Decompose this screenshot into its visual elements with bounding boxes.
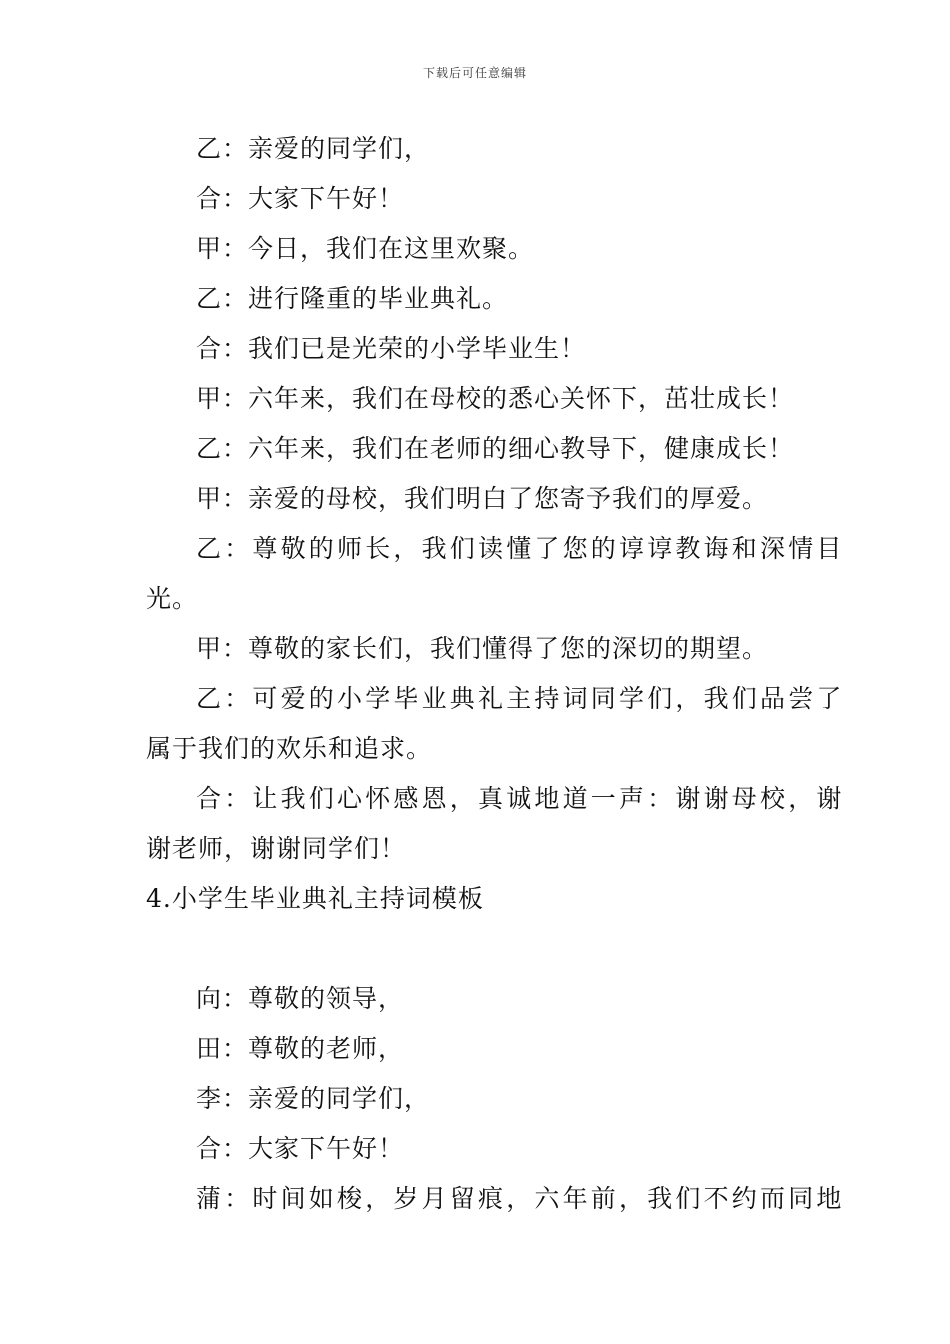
paragraph-line: 向：尊敬的领导， xyxy=(196,984,405,1013)
page-header: 下载后可任意编辑 xyxy=(422,66,527,80)
paragraph-line: 甲：亲爱的母校，我们明白了您寄予我们的厚爱。 xyxy=(196,484,769,513)
paragraph-continuation: 谢老师，谢谢同学们！ xyxy=(146,834,407,863)
paragraph-line: 合：大家下午好！ xyxy=(196,184,405,213)
paragraph-line: 乙：可爱的小学毕业典礼主持词同学们，我们品尝了 xyxy=(196,684,845,713)
section-heading: 4.小学生毕业典礼主持词模板 xyxy=(146,884,484,913)
paragraph-line: 甲：六年来，我们在母校的悉心关怀下，茁壮成长！ xyxy=(196,384,795,413)
paragraph-line: 李：亲爱的同学们， xyxy=(196,1084,431,1113)
paragraph-continuation: 属于我们的欢乐和追求。 xyxy=(146,734,433,763)
paragraph-line: 甲：今日，我们在这里欢聚。 xyxy=(196,234,535,263)
paragraph-continuation: 光。 xyxy=(146,584,199,613)
blank-line xyxy=(146,924,806,974)
paragraph-line: 甲：尊敬的家长们，我们懂得了您的深切的期望。 xyxy=(196,634,769,663)
paragraph-line: 乙：亲爱的同学们， xyxy=(196,134,431,163)
document-body xyxy=(146,124,845,1224)
paragraph-line: 乙：尊敬的师长，我们读懂了您的谆谆教诲和深情目 xyxy=(196,534,845,563)
paragraph-line: 合：让我们心怀感恩，真诚地道一声：谢谢母校，谢 xyxy=(196,784,845,813)
paragraph-line: 田：尊敬的老师， xyxy=(196,1034,405,1063)
paragraph-line: 合：我们已是光荣的小学毕业生！ xyxy=(196,334,587,363)
paragraph-line: 蒲：时间如梭，岁月留痕，六年前，我们不约而同地 xyxy=(196,1184,845,1213)
paragraph-line: 乙：六年来，我们在老师的细心教导下，健康成长！ xyxy=(196,434,795,463)
paragraph-line: 乙：进行隆重的毕业典礼。 xyxy=(196,284,509,313)
paragraph-line: 合：大家下午好！ xyxy=(196,1134,405,1163)
